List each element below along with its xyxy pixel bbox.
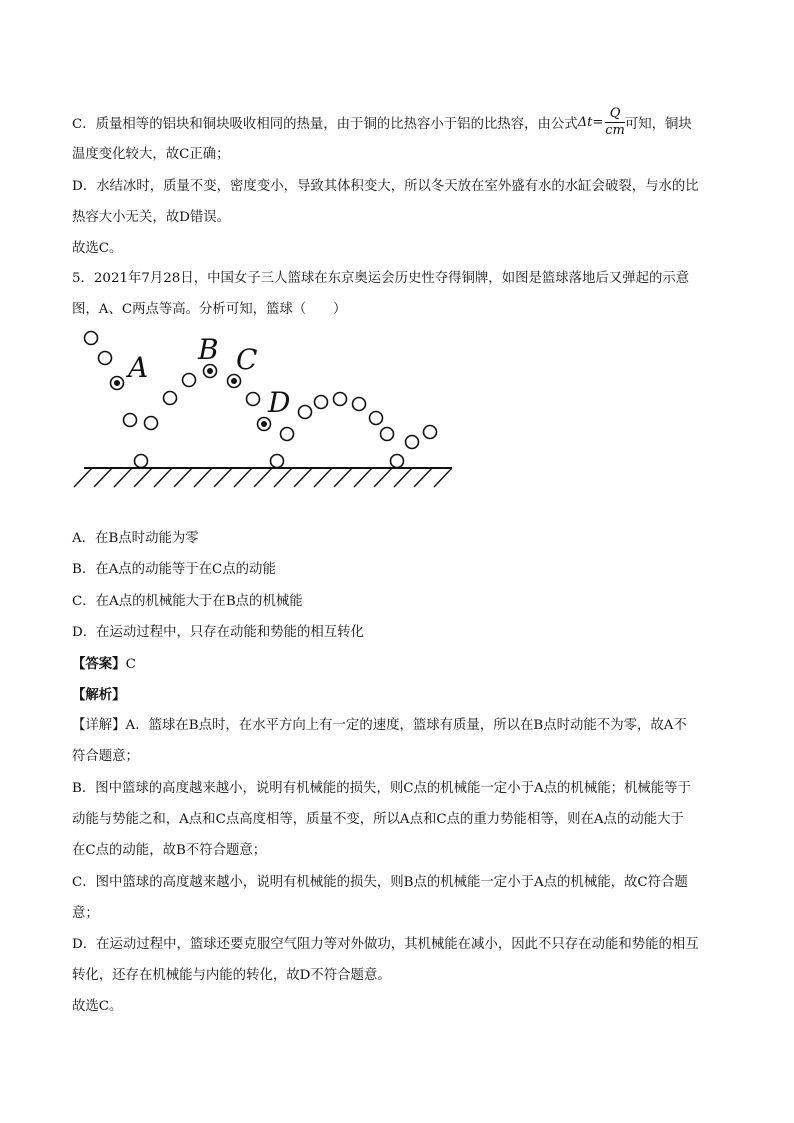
ball [353,398,366,411]
hatch-stroke [214,468,232,487]
option-d: D．在运动过程中，只存在动能和势能的相互转化 [72,625,364,640]
hatch-stroke [414,468,432,487]
ball [315,396,328,409]
ball [334,393,347,406]
analysis-line: 动能与势能之和，A点和C点高度相等，质量不变，所以A点和C点的重力势能相等，则在A点的动能大于 [72,812,684,827]
ball-point-d-dot [261,421,267,427]
formula-lhs: Δt= [577,115,604,130]
question-stem-line-1: 5．2021年7月28日，中国女子三人篮球在东京奥运会历史性夺得铜牌，如图是篮球落地后又弹起的示意 [72,271,690,286]
ball [135,455,148,468]
ball-point-a-dot [114,380,120,386]
basketball-bounce-figure [70,326,460,496]
analysis-line: B．图中篮球的高度越来越小，说明有机械能的损失，则C点的机械能一定小于A点的机械能；机械能等于 [72,781,691,796]
analysis-tag: 【解析】 [72,687,126,703]
analysis-line: C．图中篮球的高度越来越小，说明有机械能的损失，则B点的机械能一定小于A点的机械能，故C符合题 [72,875,688,890]
ball [299,406,312,419]
text: 可知，铜块 [624,117,692,132]
hatch-stroke [134,468,152,487]
ball [164,392,177,405]
ball [370,412,383,425]
hatch-stroke [194,468,212,487]
analysis-line: 在C点的动能，故B不符合题意； [72,843,267,858]
ball [145,417,158,430]
ball [424,426,437,439]
hatch-stroke [314,468,332,487]
hatch-stroke [234,468,252,487]
analysis-choose: 故选C。 [72,999,123,1014]
formula-delta-t [578,106,625,139]
ball [391,455,404,468]
option-c-explanation-line-2: 温度变化较大，故C正确； [72,147,230,162]
formula-denominator: cm [605,123,625,138]
analysis-line: 转化，还存在机械能与内能的转化，故D不符合题意。 [72,968,391,983]
hatch-stroke [154,468,172,487]
ball [85,332,98,345]
hatch-stroke [114,468,132,487]
hatch-stroke [434,468,452,487]
question-stem-line-2: 图，A、C两点等高。分析可知，篮球（ ） [72,302,347,317]
prev-answer-choose: 故选C。 [72,241,123,256]
hatch-stroke [394,468,412,487]
formula-fraction [605,106,625,139]
option-c-explanation-line-1 [72,108,724,141]
answer-tag: 【答案】 [72,656,126,672]
hatch-stroke [294,468,312,487]
answer-line [72,655,724,674]
hatch-stroke [334,468,352,487]
option-d-explanation-line-2: 热容大小无关，故D错误。 [72,210,231,225]
analysis-line: 意； [72,906,99,921]
ball [183,374,196,387]
text: C．质量相等的铝块和铜块吸收相同的热量，由于铜的比热容小于铝的比热容，由公式 [72,117,578,132]
label-a: A [128,351,149,384]
ball [271,455,284,468]
hatch-stroke [74,468,92,487]
ball [281,428,294,441]
ball-point-c-dot [231,378,237,384]
option-d-explanation-line-1: D．水结冰时，质量不变，密度变小，导致其体积变大，所以冬天放在室外盛有水的水缸会破裂，与水的比 [72,179,699,194]
ball [247,393,260,406]
ball [406,436,419,449]
option-c: C．在A点的机械能大于在B点的机械能 [72,594,303,609]
hatch-stroke [374,468,392,487]
hatch-stroke [174,468,192,487]
label-c: C [236,343,258,376]
answer-value: C [125,657,136,672]
ball [124,414,137,427]
analysis-line: 符合题意； [72,749,139,764]
ground-hatching [74,468,452,487]
label-d: D [268,386,291,419]
analysis-line: D．在运动过程中，篮球还要克服空气阻力等对外做功，其机械能在减小，因此不只存在动能和势能的相互 [72,937,699,952]
ball-point-b-dot [207,368,213,374]
hatch-stroke [254,468,272,487]
hatch-stroke [354,468,372,487]
option-a: A．在B点时动能为零 [72,531,199,546]
formula-numerator: Q [605,106,625,123]
label-b: B [198,333,219,366]
ball [99,352,112,365]
option-b: B．在A点的动能等于在C点的动能 [72,562,276,577]
ball [381,428,394,441]
hatch-stroke [94,468,112,487]
analysis-line: 【详解】A．篮球在B点时，在水平方向上有一定的速度，篮球有质量，所以在B点时动能不为零，故A不 [72,718,687,733]
hatch-stroke [274,468,292,487]
